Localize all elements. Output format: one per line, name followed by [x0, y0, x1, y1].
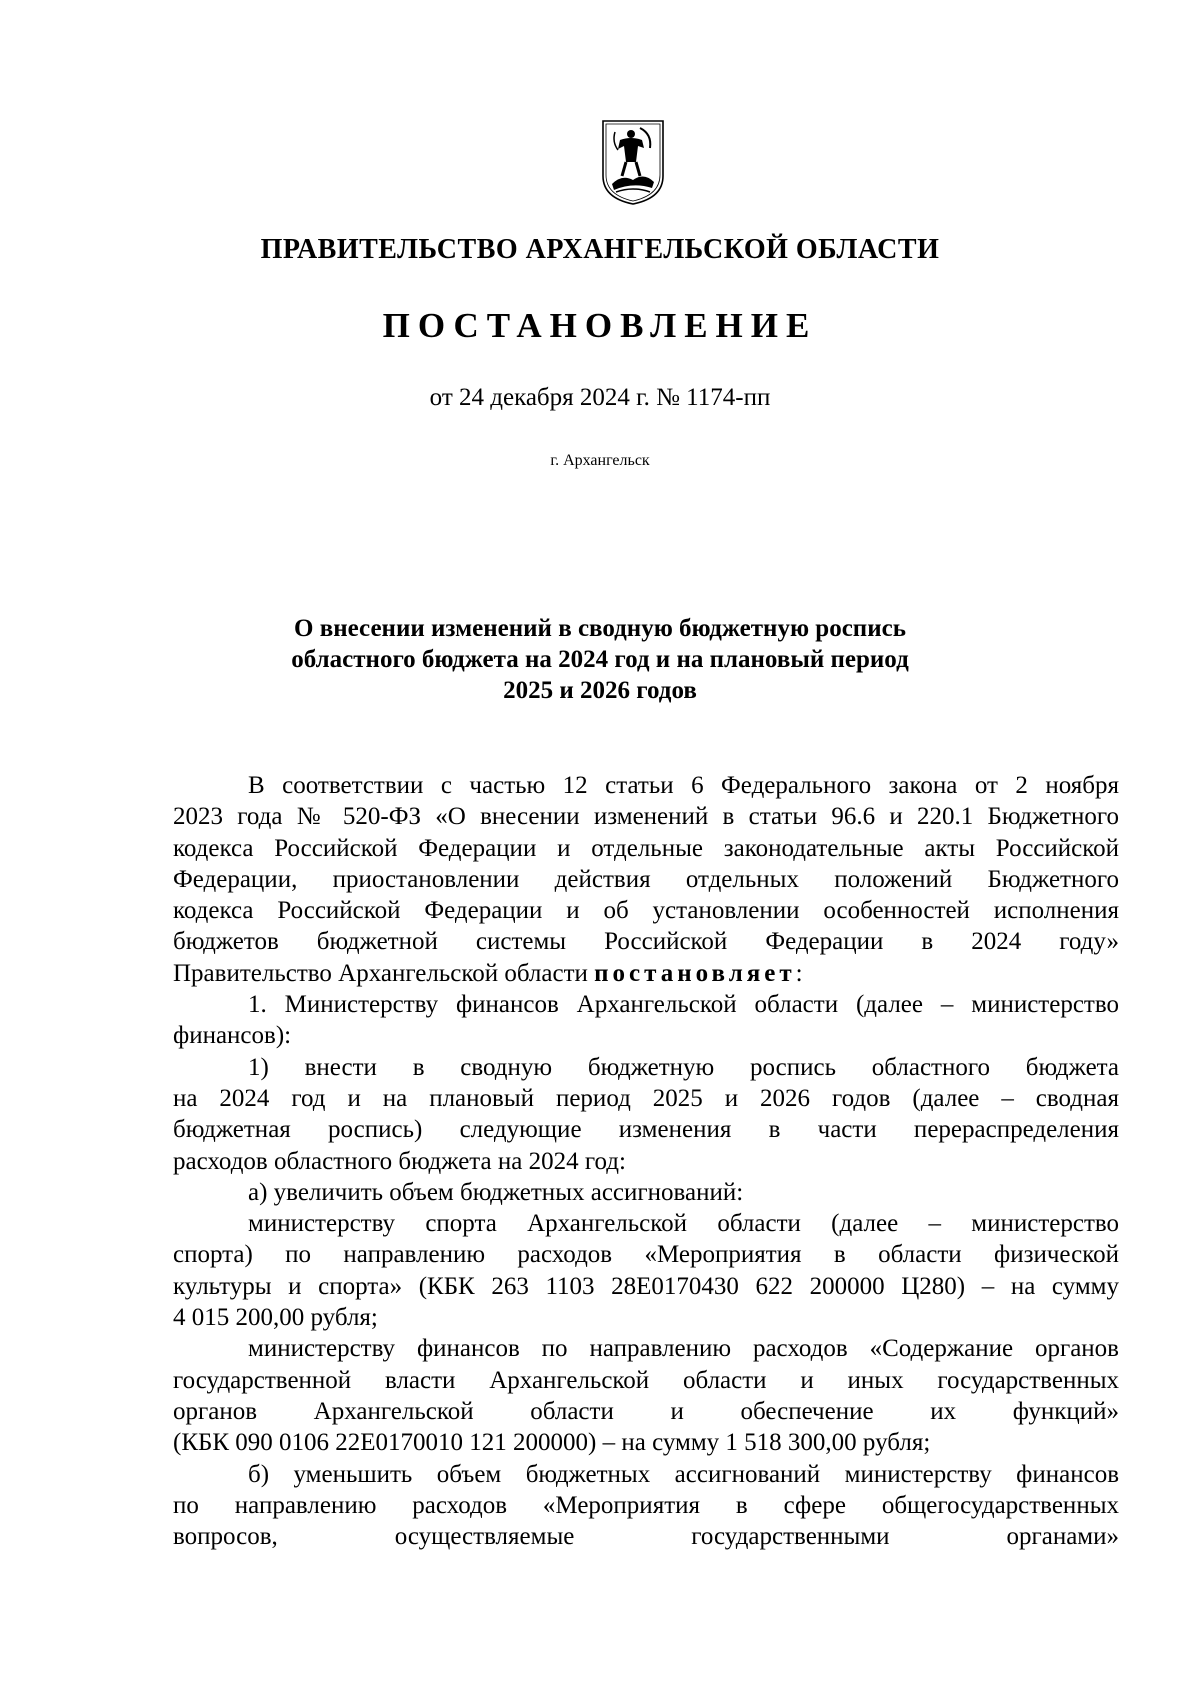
- body-text: Правительство Архангельской области: [173, 959, 595, 987]
- body-line: вопросов, осуществляемые государственными органами»: [173, 1523, 1119, 1551]
- document-body: [173, 770, 1119, 1552]
- document-type: ПОСТАНОВЛЕНИЕ: [382, 306, 818, 345]
- body-line: 1) внести в сводную бюджетную роспись областного бюджета: [248, 1053, 1119, 1081]
- body-line: органов Архангельской области и обеспечение их функций»: [173, 1397, 1119, 1425]
- title-line: О внесении изменений в сводную бюджетную роспись: [294, 615, 906, 642]
- body-line: культуры и спорта» (КБК 263 1103 28Е0170430 622 200000 Ц280) – на сумму: [173, 1272, 1119, 1300]
- body-line: по направлению расходов «Мероприятия в сфере общегосударственных: [173, 1491, 1119, 1519]
- body-line: министерству спорта Архангельской области (далее – министерство: [248, 1210, 1119, 1238]
- body-line: государственной власти Архангельской области и иных государственных: [173, 1366, 1119, 1394]
- body-line: (КБК 090 0106 22Е0170010 121 200000) – на сумму 1 518 300,00 рубля;: [173, 1429, 931, 1457]
- body-line: В соответствии с частью 12 статьи 6 Федерального закона от 2 ноября: [248, 772, 1119, 799]
- coat-of-arms-icon: [600, 118, 666, 206]
- title-line: областного бюджета на 2024 год и на плановый период: [291, 646, 909, 673]
- body-line: Федерации, приостановлении действия отдельных положений Бюджетного: [173, 865, 1119, 893]
- document-title: [0, 613, 1200, 706]
- body-line: на 2024 год и на плановый период 2025 и 2026 годов (далее – сводная: [173, 1084, 1119, 1112]
- body-line: а) увеличить объем бюджетных ассигнований:: [248, 1178, 744, 1206]
- document-date-number: от 24 декабря 2024 г. № 1174-пп: [429, 384, 771, 411]
- body-line: 2023 года № 520-ФЗ «О внесении изменений в статьи 96.6 и 220.1 Бюджетного: [173, 803, 1119, 831]
- body-line: спорта) по направлению расходов «Мероприятия в области физической: [173, 1241, 1119, 1269]
- body-line: б) уменьшить объем бюджетных ассигнований министерству финансов: [248, 1460, 1119, 1488]
- resolution-verb: постановляет: [594, 959, 796, 987]
- body-line: финансов):: [173, 1022, 292, 1050]
- body-line: кодекса Российской Федерации и об установлении особенностей исполнения: [173, 897, 1119, 925]
- title-line: 2025 и 2026 годов: [503, 677, 697, 704]
- body-text: :: [795, 959, 803, 987]
- government-name: ПРАВИТЕЛЬСТВО АРХАНГЕЛЬСКОЙ ОБЛАСТИ: [260, 234, 940, 265]
- body-line: бюджетная роспись) следующие изменения в части перераспределения: [173, 1116, 1119, 1144]
- body-line: министерству финансов по направлению расходов «Содержание органов: [248, 1335, 1119, 1363]
- body-line: расходов областного бюджета на 2024 год:: [173, 1147, 626, 1175]
- body-line: бюджетов бюджетной системы Российской Федерации в 2024 году»: [173, 928, 1119, 956]
- body-line: 4 015 200,00 рубля;: [173, 1304, 378, 1332]
- body-line: [173, 958, 1119, 989]
- document-city: г. Архангельск: [550, 452, 650, 469]
- body-line: кодекса Российской Федерации и отдельные законодательные акты Российской: [173, 834, 1119, 862]
- body-line: 1. Министерству финансов Архангельской области (далее – министерство: [248, 991, 1119, 1019]
